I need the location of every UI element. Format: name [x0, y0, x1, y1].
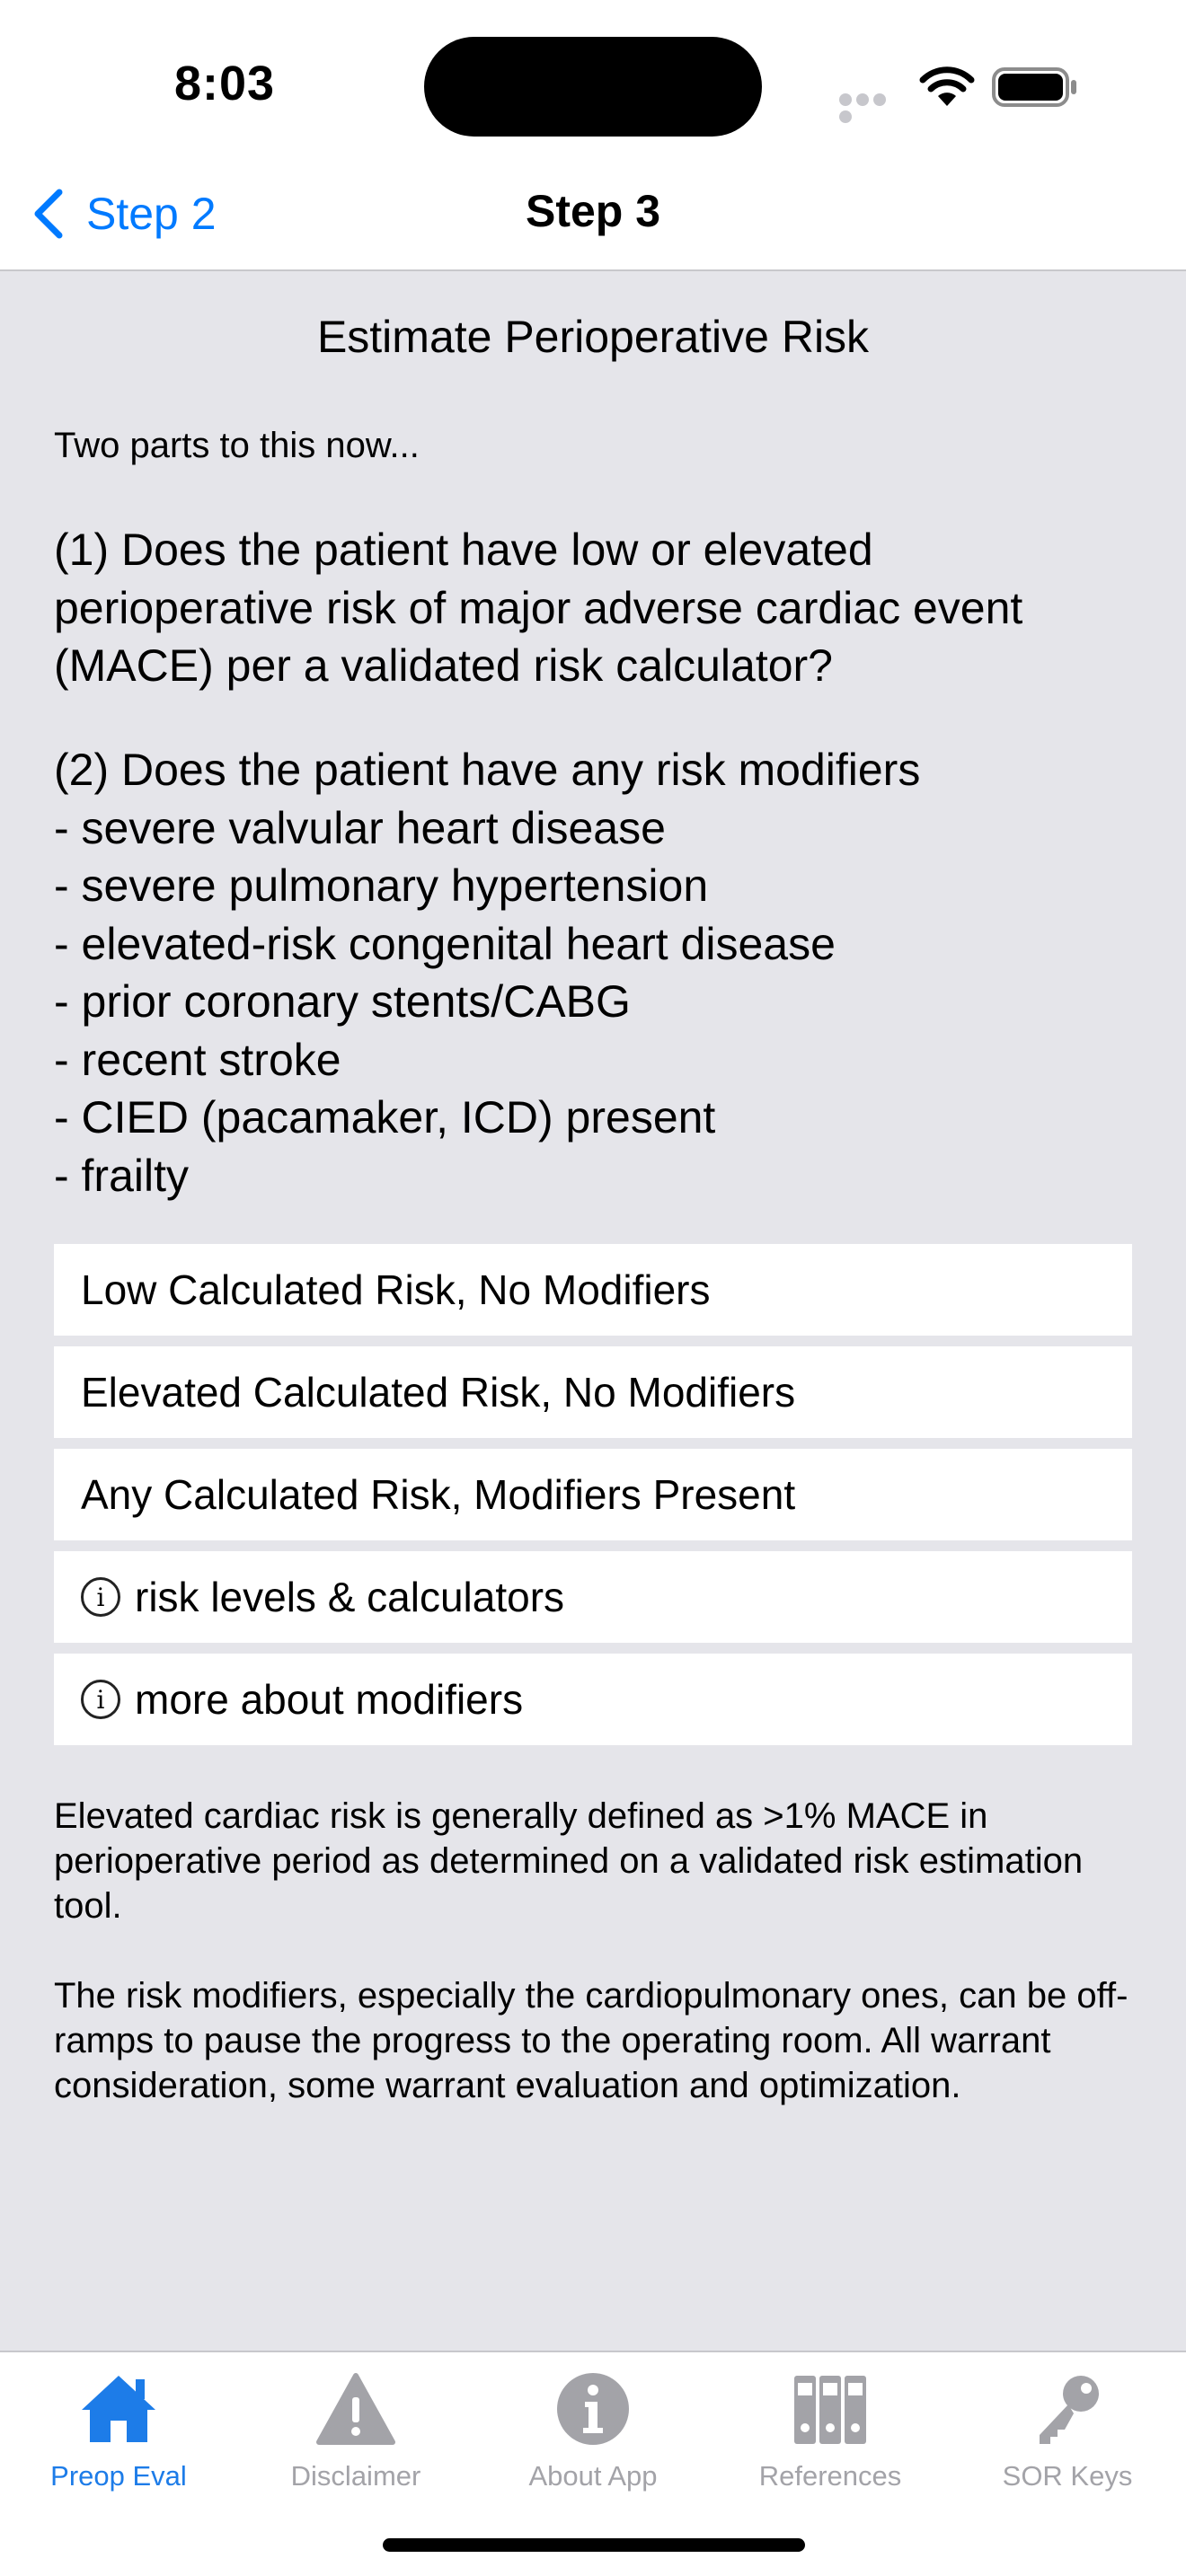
- option-more-about-modifiers-info[interactable]: [54, 1654, 1132, 1745]
- tab-preop-eval[interactable]: [0, 2370, 237, 2505]
- chevron-left-icon: [31, 187, 66, 241]
- info-circle-icon: [553, 2370, 633, 2448]
- option-elevated-risk-no-modifiers[interactable]: [54, 1346, 1132, 1438]
- info-icon: i: [81, 1680, 120, 1719]
- key-icon: [1027, 2370, 1108, 2448]
- dynamic-island: [424, 37, 762, 137]
- navigation-bar: [0, 162, 1186, 271]
- option-label: Any Calculated Risk, Modifiers Present: [81, 1471, 796, 1518]
- page-title: Step 3: [525, 186, 661, 236]
- option-low-risk-no-modifiers[interactable]: [54, 1244, 1132, 1336]
- tab-disclaimer[interactable]: [237, 2370, 474, 2505]
- tab-label: About App: [528, 2460, 658, 2492]
- option-any-risk-modifiers-present[interactable]: [54, 1449, 1132, 1540]
- tab-sor-keys[interactable]: [949, 2370, 1186, 2505]
- back-button[interactable]: [31, 181, 217, 246]
- info-icon: i: [81, 1577, 120, 1617]
- option-label: Low Calculated Risk, No Modifiers: [81, 1266, 711, 1313]
- status-bar: [0, 0, 1186, 162]
- warning-icon: [315, 2370, 396, 2448]
- risk-options-list: [54, 1244, 1132, 1756]
- status-time: 8:03: [173, 57, 276, 110]
- home-indicator: [383, 2538, 805, 2552]
- battery-icon: [992, 66, 1078, 108]
- tab-label: Disclaimer: [290, 2460, 421, 2492]
- tab-references[interactable]: [712, 2370, 949, 2505]
- note-elevated-risk-definition: Elevated cardiac risk is generally defined as >1% MACE in perioperative period as determined on a validated risk estimation tool.: [54, 1796, 1084, 1926]
- cellular-signal-icon: [839, 93, 902, 106]
- section-title: Estimate Perioperative Risk: [316, 312, 870, 362]
- option-risk-levels-calculators-info[interactable]: [54, 1551, 1132, 1643]
- note-risk-modifiers: The risk modifiers, especially the cardiopulmonary ones, can be off-ramps to pause the progress to the operating room. All warrant consideration, some warrant evaluation and optimization.: [54, 1976, 1128, 2105]
- tab-label: References: [758, 2460, 902, 2492]
- tab-about-app[interactable]: [474, 2370, 712, 2505]
- house-icon: [78, 2370, 159, 2448]
- option-label: Elevated Calculated Risk, No Modifiers: [81, 1369, 796, 1416]
- tab-label: Preop Eval: [50, 2460, 187, 2492]
- tab-label: SOR Keys: [1002, 2460, 1133, 2492]
- question-risk-level: (1) Does the patient have low or elevated perioperative risk of major adverse cardiac event (MACE) per a validated risk calculator?: [54, 525, 1023, 691]
- question-risk-modifiers: (2) Does the patient have any risk modifiers - severe valvular heart disease - severe pulmonary hypertension - elevated-risk congenital heart disease - prior coronary stents/CABG - recent stroke - CIED (pacamaker, ICD) present - frailty: [54, 745, 921, 1201]
- wifi-icon: [918, 65, 976, 108]
- back-button-label: Step 2: [86, 189, 217, 239]
- option-label: more about modifiers: [135, 1676, 524, 1723]
- option-label: risk levels & calculators: [135, 1574, 565, 1620]
- intro-text: Two parts to this now...: [54, 426, 420, 465]
- binders-icon: [790, 2370, 871, 2448]
